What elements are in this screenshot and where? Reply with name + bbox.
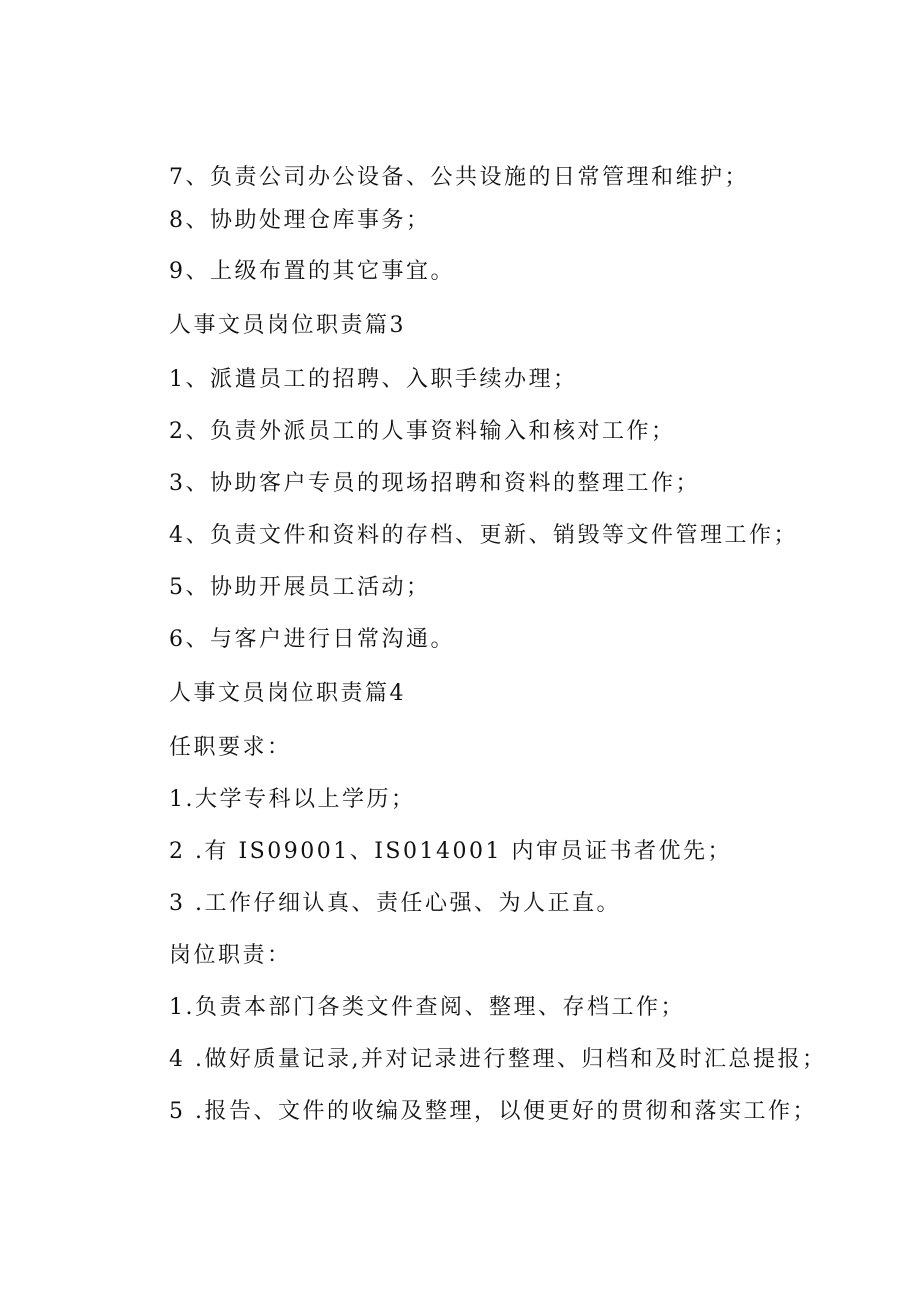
duty-list-item-5: 5 .报告、文件的收编及整理，以便更好的贯彻和落实工作； [169, 1099, 817, 1124]
duty-item-2: 2、负责外派员工的人事资料输入和核对工作； [169, 419, 676, 444]
section-heading-4: 人事文员岗位职责篇4 [169, 681, 406, 706]
requirement-item-2: 2 .有 IS09001、IS014001 内审员证书者优先； [169, 839, 732, 864]
duty-item-3: 3、协助客户专员的现场招聘和资料的整理工作； [169, 471, 700, 496]
duty-item-9: 9、上级布置的其它事宜。 [169, 259, 455, 284]
duty-item-4: 4、负责文件和资料的存档、更新、销毁等文件管理工作； [169, 523, 798, 548]
requirement-item-1: 1.大学专科以上学历； [169, 787, 416, 812]
requirements-heading: 任职要求： [169, 735, 292, 760]
duty-list-item-1: 1.负责本部门各类文件查阅、整理、存档工作； [169, 995, 685, 1020]
section-heading-3: 人事文员岗位职责篇3 [169, 313, 406, 338]
duty-item-8: 8、协助处理仓库事务； [169, 208, 431, 233]
duty-item-6: 6、与客户进行日常沟通。 [169, 627, 455, 652]
duty-list-item-4: 4 .做好质量记录,并对记录进行整理、归档和及时汇总提报； [169, 1047, 827, 1072]
duty-item-1: 1、派遣员工的招聘、入职手续办理； [169, 367, 578, 392]
duties-heading: 岗位职责： [169, 943, 292, 968]
requirement-item-3: 3 .工作仔细认真、责任心强、为人正直。 [169, 891, 621, 916]
duty-item-7: 7、负责公司办公设备、公共设施的日常管理和维护； [169, 165, 749, 190]
duty-item-5: 5、协助开展员工活动； [169, 575, 431, 600]
